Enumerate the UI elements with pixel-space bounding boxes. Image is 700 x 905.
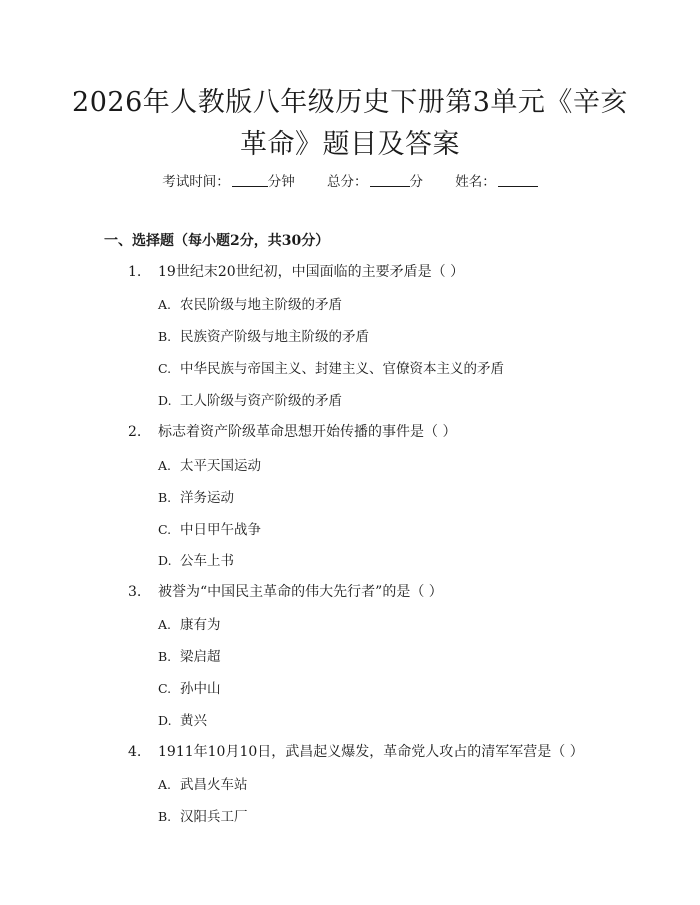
option-letter: D. — [158, 713, 172, 728]
exam-time-field — [162, 174, 299, 190]
option-text: 康有为 — [180, 617, 221, 633]
question-text: 被誉为“中国民主革命的伟大先行者”的是（ ） — [158, 584, 443, 600]
question-3-option-a[interactable] — [158, 613, 221, 633]
question-3-option-d[interactable] — [158, 709, 207, 729]
option-text: 梁启超 — [180, 649, 221, 665]
option-text: 武昌火车站 — [180, 777, 248, 793]
question-number: 4. — [128, 744, 142, 760]
option-text: 太平天国运动 — [180, 458, 261, 474]
question-1-option-d[interactable] — [158, 389, 342, 409]
student-name-label: 姓名： — [455, 174, 496, 190]
option-text: 中华民族与帝国主义、封建主义、官僚资本主义的矛盾 — [180, 361, 504, 377]
exam-time-label: 考试时间： — [162, 174, 230, 190]
total-score-unit: 分 — [409, 174, 423, 190]
section-heading: 一、选择题（每小题2分，共30分） — [104, 233, 330, 249]
question-2-option-d[interactable] — [158, 549, 234, 569]
question-1-option-b[interactable] — [158, 325, 369, 345]
option-text: 公车上书 — [180, 553, 234, 569]
option-text: 黄兴 — [180, 713, 207, 729]
question-4 — [128, 741, 584, 761]
total-score-field — [327, 174, 427, 190]
question-4-option-b[interactable] — [158, 805, 248, 825]
question-text: 标志着资产阶级革命思想开始传播的事件是（ ） — [158, 424, 457, 440]
question-1 — [128, 261, 464, 281]
option-text: 孙中山 — [180, 681, 221, 697]
question-3-option-b[interactable] — [158, 645, 221, 665]
option-text: 农民阶级与地主阶级的矛盾 — [180, 297, 342, 313]
option-letter: C. — [158, 522, 172, 537]
total-score-blank[interactable] — [370, 173, 410, 187]
question-1-option-a[interactable] — [158, 293, 342, 313]
option-letter: C. — [158, 681, 172, 696]
option-letter: A. — [158, 777, 172, 792]
option-letter: B. — [158, 649, 172, 664]
option-letter: B. — [158, 490, 172, 505]
option-letter: A. — [158, 458, 172, 473]
total-score-label: 总分： — [327, 174, 368, 190]
student-name-field — [455, 174, 538, 190]
option-text: 汉阳兵工厂 — [180, 809, 248, 825]
option-letter: D. — [158, 393, 172, 408]
question-2-option-c[interactable] — [158, 518, 261, 538]
question-1-option-c[interactable] — [158, 357, 504, 377]
student-name-blank[interactable] — [498, 173, 538, 187]
exam-time-unit: 分钟 — [267, 174, 295, 190]
option-letter: B. — [158, 809, 172, 824]
exam-time-blank[interactable] — [232, 173, 268, 187]
option-letter: B. — [158, 329, 172, 344]
document-title: 2026年人教版八年级历史下册第3单元《辛亥革命》题目及答案 — [72, 87, 628, 160]
option-text: 中日甲午战争 — [180, 522, 261, 538]
option-letter: D. — [158, 553, 172, 568]
question-3-option-c[interactable] — [158, 677, 221, 697]
question-2 — [128, 421, 456, 441]
option-text: 工人阶级与资产阶级的矛盾 — [180, 393, 342, 409]
exam-meta — [0, 170, 700, 190]
option-letter: A. — [158, 297, 172, 312]
question-text: 19世纪末20世纪初，中国面临的主要矛盾是（ ） — [158, 264, 465, 280]
question-number: 2. — [128, 424, 142, 440]
option-text: 民族资产阶级与地主阶级的矛盾 — [180, 329, 369, 345]
option-letter: A. — [158, 617, 172, 632]
option-letter: C. — [158, 361, 172, 376]
question-text: 1911年10月10日，武昌起义爆发，革命党人攻占的清军军营是（ ） — [158, 744, 584, 760]
question-2-option-b[interactable] — [158, 486, 234, 506]
option-text: 洋务运动 — [180, 490, 234, 506]
question-number: 3. — [128, 584, 142, 600]
question-4-option-a[interactable] — [158, 773, 248, 793]
question-number: 1. — [128, 264, 142, 280]
question-2-option-a[interactable] — [158, 454, 261, 474]
question-3 — [128, 581, 443, 601]
